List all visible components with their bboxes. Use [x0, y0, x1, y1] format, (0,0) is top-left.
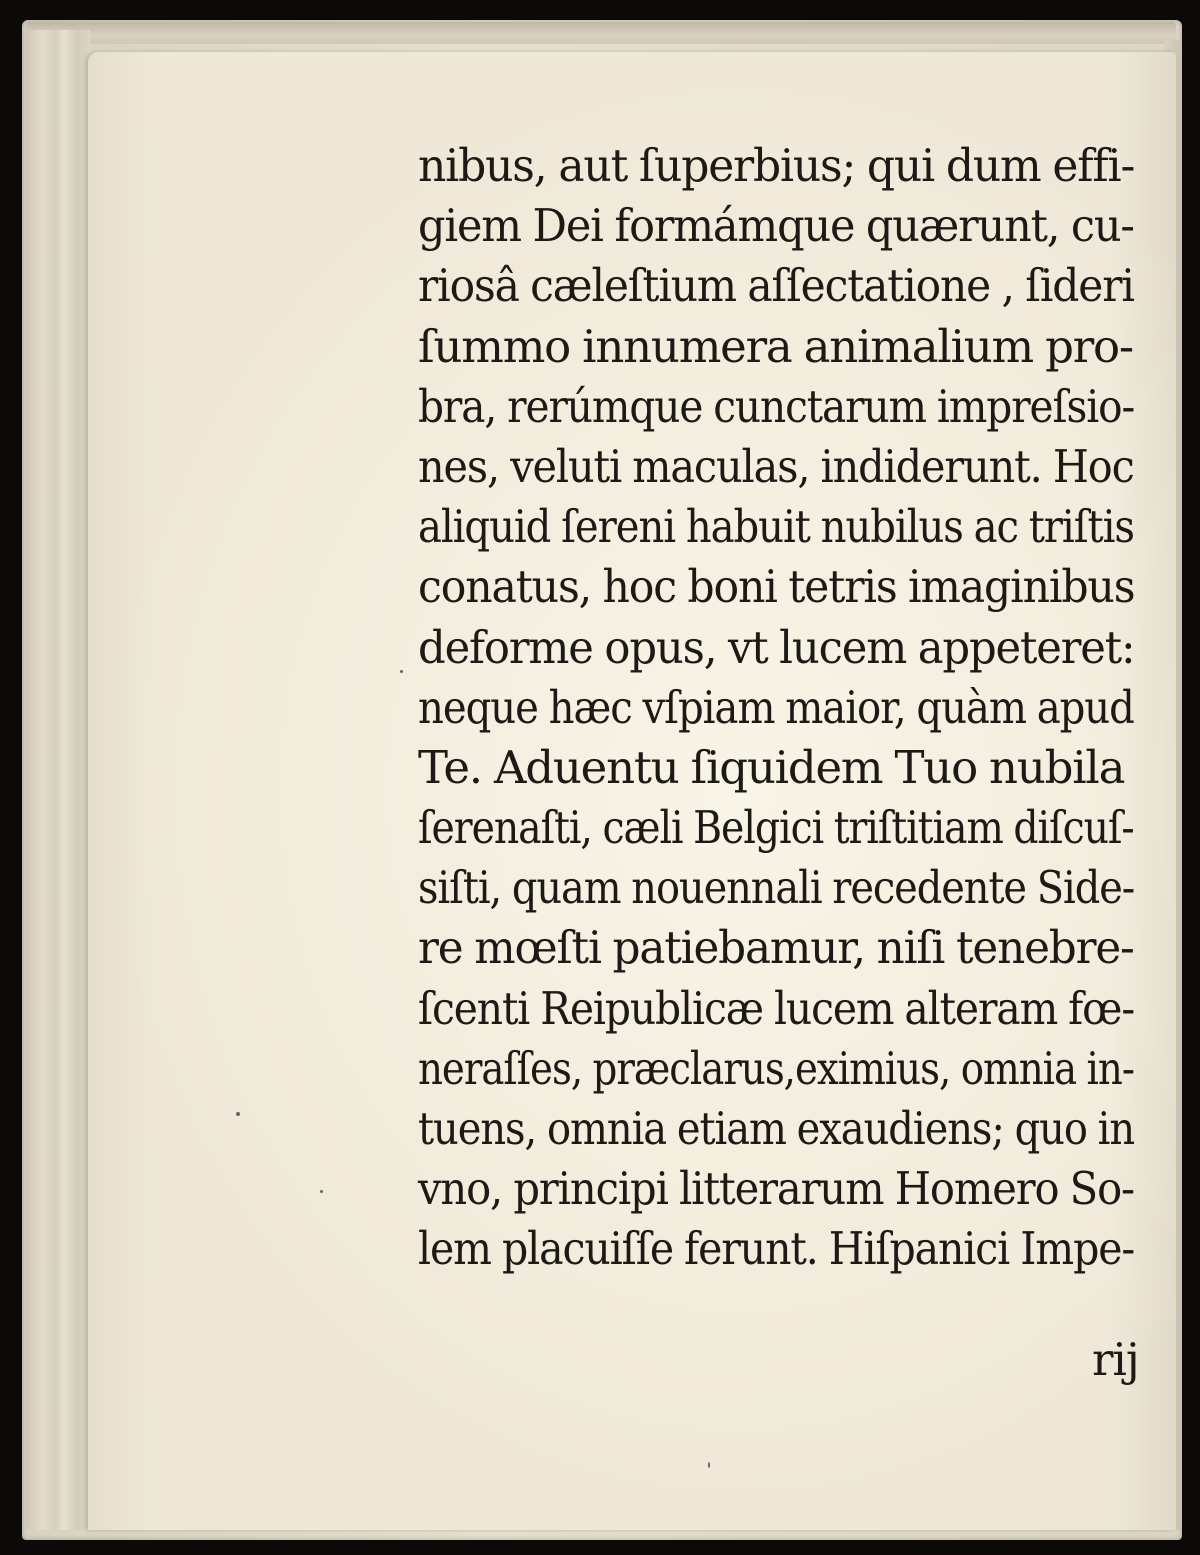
- text-line: ſcenti Reipublicæ lucem alteram fœ-: [418, 981, 1135, 1035]
- text-line: aliquid ſereni habuit nubilus ac triſtis: [418, 500, 1134, 554]
- book-top-edge: [26, 22, 1176, 44]
- paper-speck: [236, 1112, 240, 1116]
- text-line: tuens, omnia etiam exaudiens; quo in: [418, 1102, 1135, 1155]
- text-line: re mœſti patiebamur, niſi tenebre-: [418, 921, 1134, 975]
- paper-speck: [400, 670, 403, 673]
- text-line: ſummo innumera animalium pro-: [418, 319, 1133, 373]
- text-line: deforme opus, vt lucem appeteret:: [418, 620, 1135, 674]
- body-text: [418, 136, 1138, 1280]
- text-line: nes, veluti maculas, indiderunt. Hoc: [418, 439, 1134, 493]
- text-line: neque hæc vſpiam maior, quàm apud: [418, 680, 1134, 734]
- stacked-leaves-edge: [26, 30, 90, 1530]
- text-line: nibus, aut ſuperbius; qui dum effi-: [418, 139, 1135, 192]
- text-line: vno, principi litterarum Homero So-: [418, 1162, 1134, 1216]
- paper-speck: [320, 1190, 323, 1193]
- text-line: neraſſes, præclarus,eximius, omnia in-: [418, 1041, 1134, 1095]
- catchword: rij: [1092, 1333, 1139, 1386]
- text-line: giem Dei formámque quærunt, cu-: [418, 199, 1134, 253]
- text-line: siſti, quam nouennali recedente Side-: [418, 861, 1135, 915]
- text-line: ſerenaſti, cæli Belgici triſtitiam diſcuſ-: [418, 801, 1134, 855]
- text-line: conatus, hoc boni tetris imaginibus: [418, 560, 1135, 614]
- text-line: Te. Aduentu ſiquidem Tuo nubila: [418, 740, 1125, 794]
- paper-speck: [708, 1462, 710, 1468]
- text-line: lem placuiſſe ferunt. Hiſpanici Impe-: [418, 1222, 1135, 1276]
- text-line: riosâ cæleſtium aſſectatione , ſideri: [418, 259, 1134, 313]
- text-line: bra, rerúmque cunctarum impreſsio-: [418, 379, 1135, 433]
